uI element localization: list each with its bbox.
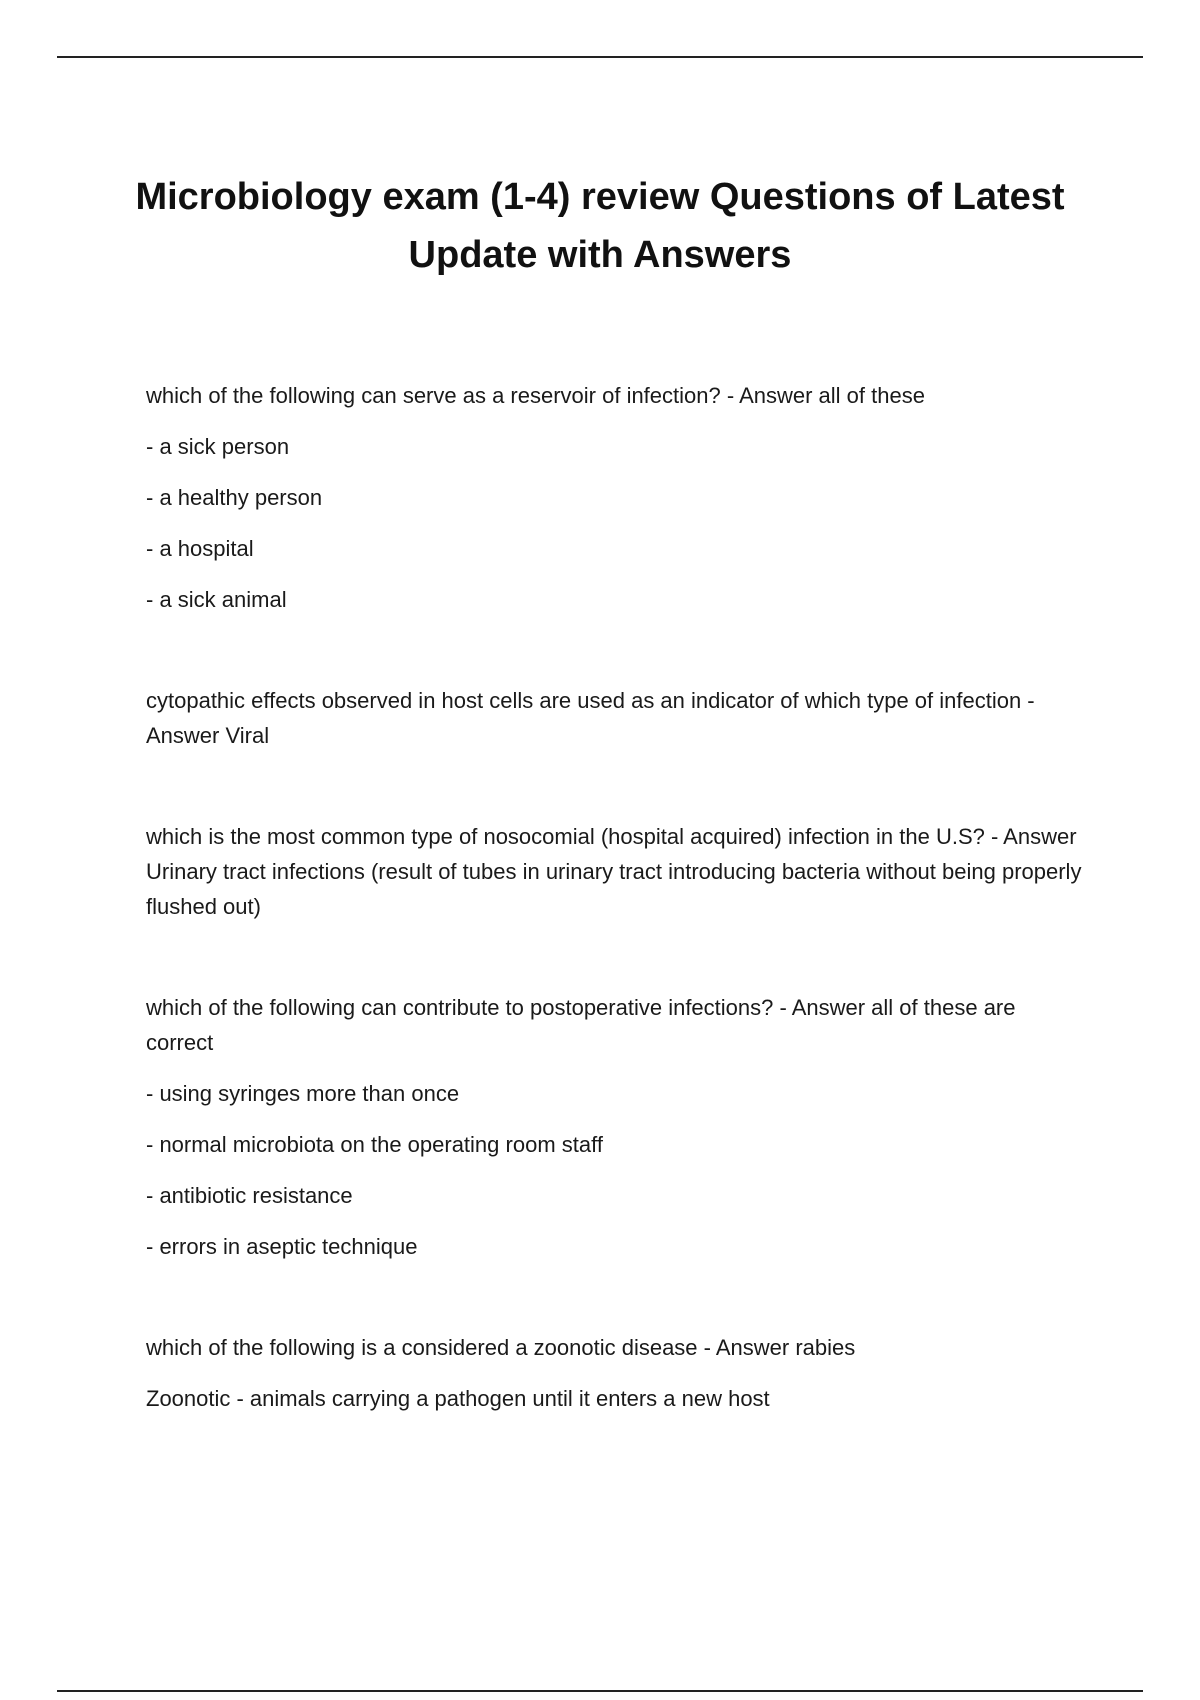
list-item: - using syringes more than once xyxy=(146,1081,460,1106)
list-item: - antibiotic resistance xyxy=(146,1183,353,1208)
document-body xyxy=(146,378,1086,1416)
question-answer-line: which of the following is a considered a zoonotic disease - Answer rabies xyxy=(146,1335,856,1360)
page-title: Microbiology exam (1-4) review Questions of Latest Update with Answers xyxy=(135,176,1065,277)
question-answer-line: which of the following can contribute to postoperative infections? - Answer all of these are correct xyxy=(146,995,1016,1055)
footer-rule xyxy=(57,1690,1143,1692)
list-item: - normal microbiota on the operating room staff xyxy=(146,1132,603,1157)
list-item: - a sick animal xyxy=(146,587,287,612)
list-item: - errors in aseptic technique xyxy=(146,1234,418,1259)
list-item: - a hospital xyxy=(146,536,254,561)
list-item: - a healthy person xyxy=(146,485,323,510)
qa-block-postoperative xyxy=(146,990,1086,1264)
qa-block-nosocomial xyxy=(146,819,1086,924)
question-answer-line: which is the most common type of nosocomial (hospital acquired) infection in the U.S? - Answer Urinary tract infections (result of tubes in urinary tract introducing bacteria without being properly flushed out) xyxy=(146,824,1082,919)
question-answer-line: cytopathic effects observed in host cells are used as an indicator of which type of infection - Answer Viral xyxy=(146,688,1035,748)
qa-block-reservoir xyxy=(146,378,1086,617)
qa-block-cytopathic xyxy=(146,683,1086,753)
definition-line: Zoonotic - animals carrying a pathogen until it enters a new host xyxy=(146,1386,770,1411)
header-rule xyxy=(57,56,1143,58)
list-item: - a sick person xyxy=(146,434,290,459)
question-answer-line: which of the following can serve as a reservoir of infection? - Answer all of these xyxy=(146,383,925,408)
qa-block-zoonotic xyxy=(146,1330,1086,1416)
